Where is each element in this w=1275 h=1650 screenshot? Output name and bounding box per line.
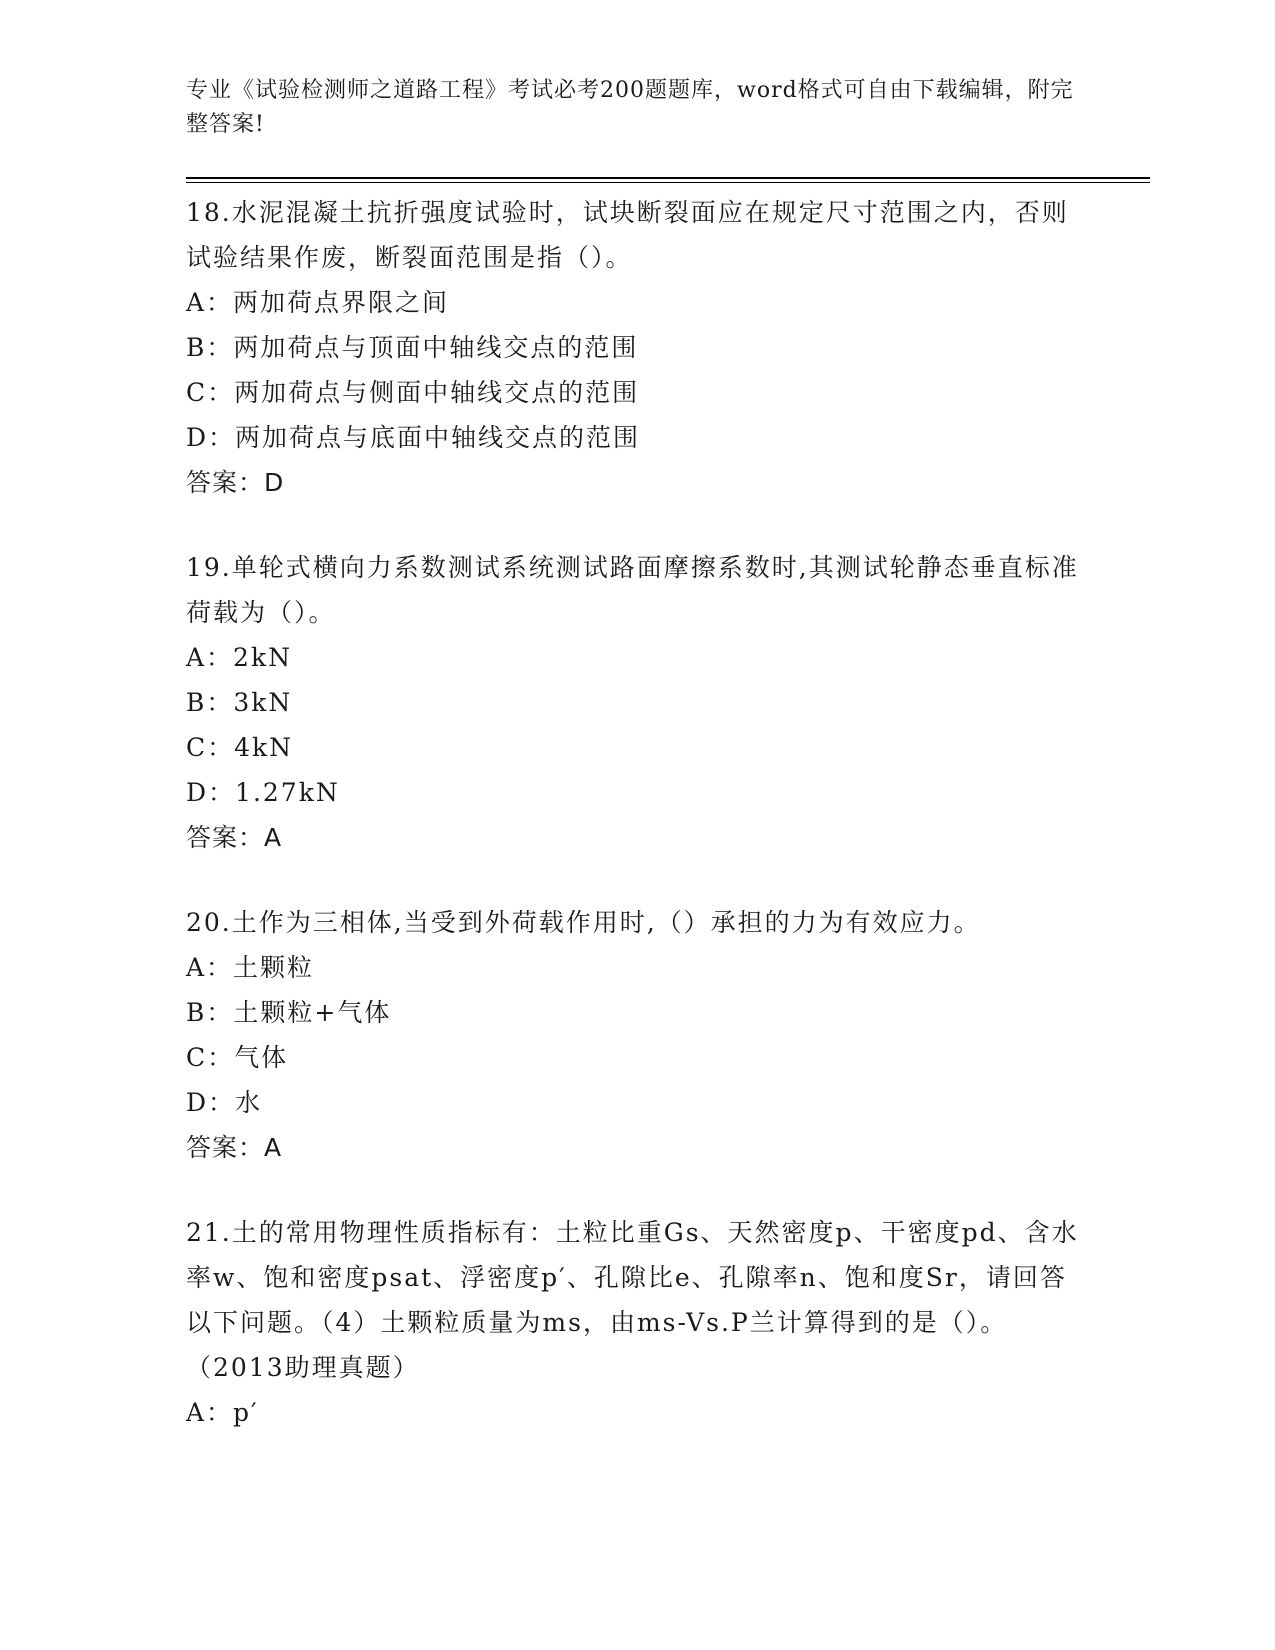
option-d: D：1.27kN (186, 778, 340, 807)
header-divider-thin (186, 182, 1150, 183)
option-d: D：水 (186, 1088, 263, 1117)
option-a: A：2kN (186, 643, 292, 672)
option-c: C：4kN (186, 733, 294, 762)
question-stem: 21.土的常用物理性质指标有：土粒比重Gs、天然密度p、干密度pd、含水率w、饱和密度psat、浮密度p′、孔隙比e、孔隙率n、饱和度Sr，请回答以下问题。（4）土颗粒质量为ms，由ms-Vs.P兰计算得到的是（）。（2013助理真题） (186, 1218, 1079, 1382)
answer-line: 答案：D (186, 468, 285, 497)
option-d: D：两加荷点与底面中轴线交点的范围 (186, 423, 641, 452)
question-stem: 20.土作为三相体,当受到外荷载作用时,（）承担的力为有效应力。 (186, 908, 981, 937)
option-c: C：两加荷点与侧面中轴线交点的范围 (186, 378, 640, 407)
question-19 (186, 545, 1086, 860)
option-a: A：土颗粒 (186, 953, 315, 982)
option-b: B：土颗粒+气体 (186, 998, 392, 1027)
question-stem: 18.水泥混凝土抗折强度试验时，试块断裂面应在规定尺寸范围之内，否则试验结果作废，断裂面范围是指（）。 (186, 198, 1069, 272)
option-b: B：两加荷点与顶面中轴线交点的范围 (186, 333, 639, 362)
question-21 (186, 1210, 1086, 1435)
document-title: 专业《试验检测师之道路工程》考试必考200题题库，word格式可自由下载编辑，附完整答案! (186, 78, 1074, 137)
question-stem: 19.单轮式横向力系数测试系统测试路面摩擦系数时,其测试轮静态垂直标准荷载为（）。 (186, 553, 1079, 627)
option-a: A：两加荷点界限之间 (186, 288, 450, 317)
answer-line: 答案：A (186, 1133, 283, 1162)
header-divider-thick (186, 177, 1150, 179)
question-list (186, 190, 1086, 1475)
option-b: B：3kN (186, 688, 293, 717)
question-20 (186, 900, 1086, 1170)
document-header (186, 74, 1086, 142)
question-18 (186, 190, 1086, 505)
option-a: A：p′ (186, 1398, 259, 1427)
answer-line: 答案：A (186, 823, 283, 852)
option-c: C：气体 (186, 1043, 289, 1072)
